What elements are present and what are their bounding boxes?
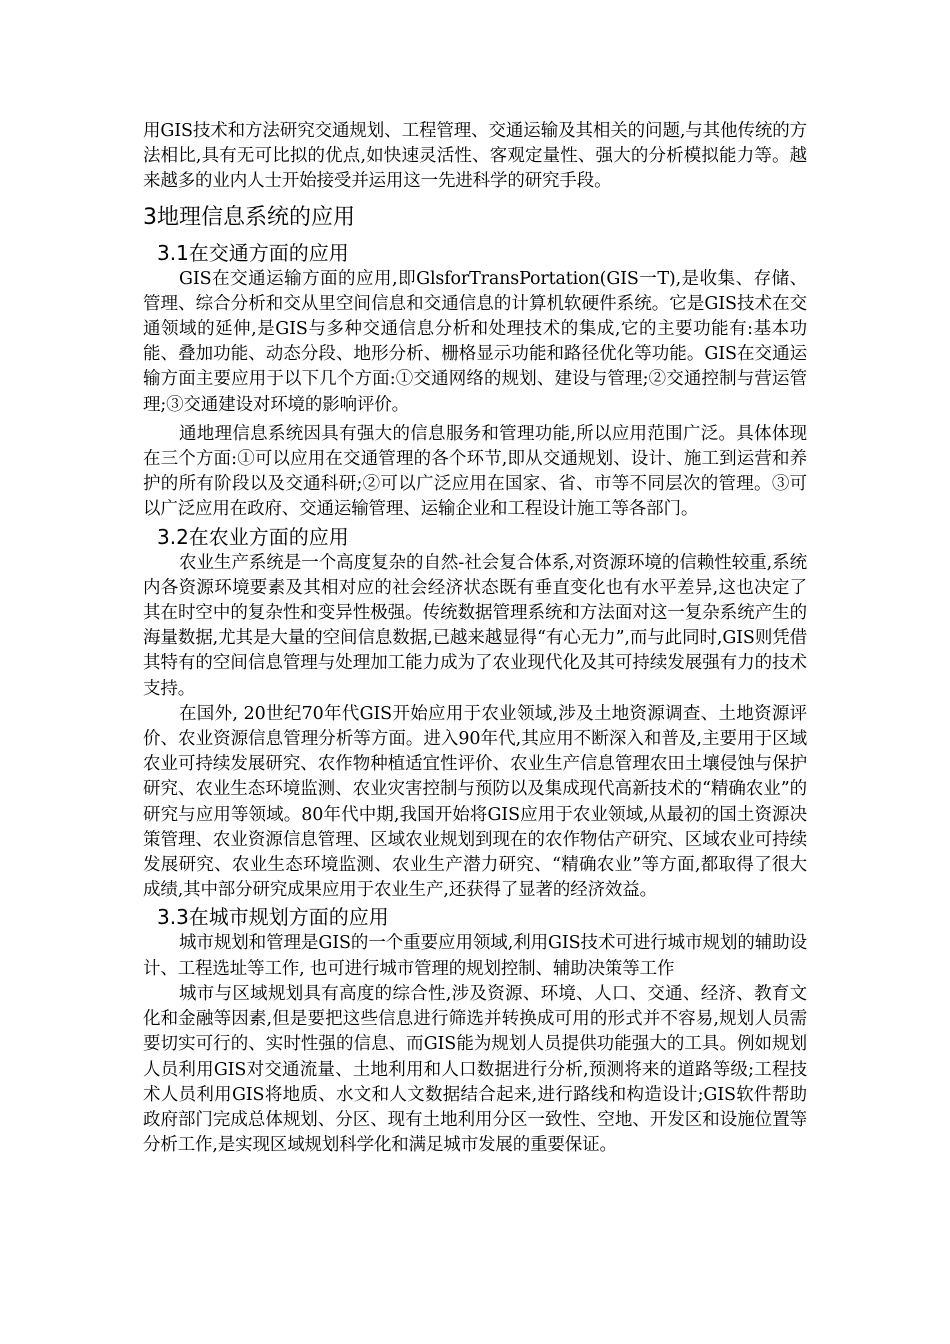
- section-3-3-paragraph-1: 城市规划和管理是GIS的一个重要应用领域,利用GIS技术可进行城市规划的辅助设计、工程选址等工作, 也可进行城市管理的规划控制、辅助决策等工作: [143, 933, 807, 979]
- section-3-heading: 3地理信息系统的应用: [143, 204, 355, 230]
- section-3-2-paragraph-1: 农业生产系统是一个高度复杂的自然-社会复合体系,对资源环境的信赖性较重,系统内各资源环境要素及其相对应的社会经济状态既有垂直变化也有水平差异,这也决定了其在时空中的复杂性和变异性极强。传统数据管理系统和方法面对这一复杂系统产生的海量数据,尤其是大量的空间信息数据,已越来越显得“有心无力”,而与此同时,GIS则凭借其特有的空间信息管理与处理加工能力成为了农业现代化及其可持续发展强有力的技术支持。: [143, 552, 807, 699]
- intro-paragraph: 用GIS技术和方法研究交通规划、工程管理、交通运输及其相关的问题,与其他传统的方法相比,具有无可比拟的优点,如快速灵活性、客观定量性、强大的分析模拟能力等。越来越多的业内人士开始接受并运用这一先进科学的研究手段。: [143, 121, 807, 192]
- section-3-3-heading: 3.3在城市规划方面的应用: [157, 905, 389, 930]
- section-3-2-paragraph-2: 在国外, 20世纪70年代GIS开始应用于农业领域,涉及土地资源调查、土地资源评价、农业资源信息管理分析等方面。进入90年代,其应用不断深入和普及,主要用于区域农业可持续发展研究、农作物种植适宜性评价、农业生产信息管理农田土壤侵蚀与保护研究、农业生态环境监测、农业灾害控制与预防以及集成现代高新技术的“精确农业”的研究与应用等领域。80年代中期,我国开始将GIS应用于农业领域,从最初的国土资源决策管理、农业资源信息管理、区域农业规划到现在的农作物估产研究、区域农业可持续发展研究、农业生态环境监测、农业生产潜力研究、“精确农业”等方面,都取得了很大成绩,其中部分研究成果应用于农业生产,还获得了显著的经济效益。: [143, 703, 807, 901]
- section-3-1-paragraph-1: GIS在交通运输方面的应用,即GlsforTransPortation(GIS一T),是收集、存储、管理、综合分析和交从里空间信息和交通信息的计算机软硬件系统。它是GIS技术在交通领域的延伸,是GIS与多种交通信息分析和处理技术的集成,它的主要功能有:基本功能、叠加功能、动态分段、地形分析、栅格显示功能和路径优化等功能。GIS在交通运输方面主要应用于以下几个方面:①交通网络的规划、建设与管理;②交通控制与营运管理;③交通建设对环境的影响评价。: [143, 268, 807, 415]
- section-3-2-heading: 3.2在农业方面的应用: [157, 524, 349, 549]
- section-3-3-paragraph-2: 城市与区域规划具有高度的综合性,涉及资源、环境、人口、交通、经济、教育文化和金融等因素,但是要把这些信息进行筛选并转换成可用的形式并不容易,规划人员需要切实可行的、实时性强的信息、而GIS能为规划人员提供功能强大的工具。例如规划人员利用GIS对交通流量、土地利用和人口数据进行分析,预测将来的道路等级;工程技术人员利用GIS将地质、水文和人文数据结合起来,进行路线和构造设计;GIS软件帮助政府部门完成总体规划、分区、现有土地利用分区一致性、空地、开发区和设施位置等分析工作,是实现区域规划科学化和满足城市发展的重要保证。: [143, 983, 807, 1156]
- document-page: [143, 119, 807, 1158]
- section-3-1-heading: 3.1在交通方面的应用: [157, 240, 349, 265]
- section-3-1-paragraph-2: 通地理信息系统因具有强大的信息服务和管理功能,所以应用范围广泛。具体体现在三个方面:①可以应用在交通管理的各个环节,即从交通规划、设计、施工到运营和养护的所有阶段以及交通科研;②可以广泛应用在国家、省、市等不同层次的管理。③可以广泛应用在政府、交通运输管理、运输企业和工程设计施工等各部门。: [143, 423, 807, 520]
